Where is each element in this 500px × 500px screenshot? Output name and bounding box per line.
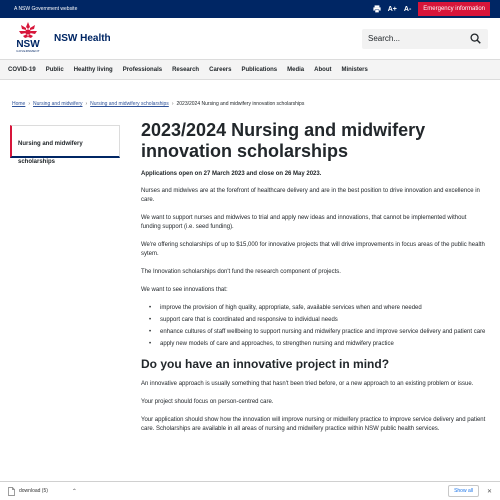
list-item: • support care that is coordinated and responsive to individual needs (149, 316, 486, 324)
nav-item-publications[interactable]: Publications (241, 66, 278, 73)
logo-nsw-text: NSW (16, 38, 40, 50)
site-header (0, 18, 500, 60)
gov-website-text: A NSW Government website (14, 6, 78, 12)
page-title: 2023/2024 Nursing and midwifery innovation scholarships (141, 120, 426, 161)
logo-government-text: GOVERNMENT (16, 48, 40, 53)
nav-item-research[interactable]: Research (172, 66, 200, 73)
download-item[interactable] (8, 487, 48, 496)
innovations-intro-paragraph: We want to see innovations that: (141, 287, 228, 293)
emergency-information-button[interactable]: Emergency information (418, 2, 490, 16)
nav-item-healthy-living[interactable]: Healthy living (73, 66, 113, 73)
nav-item-media[interactable]: Media (287, 66, 305, 73)
site-name[interactable]: NSW Health (54, 33, 111, 44)
list-item: • enhance cultures of staff wellbeing to support nursing and midwifery practice and improve service delivery and patient care (149, 328, 486, 336)
nav-item-professionals[interactable]: Professionals (122, 66, 163, 73)
breadcrumb-nursing-link[interactable]: Nursing and midwifery (33, 101, 83, 107)
innovative-approach-paragraph: An innovative approach is usually something that hasn't been tried before, or a new approach to an existing problem or issue. (141, 381, 474, 387)
nav-item-careers[interactable]: Careers (209, 66, 232, 73)
chevron-right-icon: › (171, 101, 174, 107)
close-icon[interactable]: ✕ (486, 488, 492, 495)
font-smaller-button[interactable]: A- (403, 5, 412, 13)
person-centred-paragraph: Your project should focus on person-centred care. (141, 399, 274, 405)
application-paragraph: Your application should show how the innovation will improve nursing or midwifery practice to improve service delivery and patient care. Scholarships are available in all areas of nursing and midwifery practice within NSW public health services. (141, 417, 486, 432)
nav-item-covid-19[interactable]: COVID-19 (8, 66, 36, 73)
waratah-icon (17, 21, 39, 39)
nav-item-ministers[interactable]: Ministers (341, 66, 368, 73)
research-paragraph: The Innovation scholarships don't fund the research component of projects. (141, 269, 341, 275)
print-icon[interactable] (373, 5, 381, 13)
show-all-downloads-button[interactable]: Show all (448, 485, 479, 497)
sidenav-item-scholarships[interactable]: Nursing and midwifery scholarships (18, 141, 83, 165)
breadcrumb-current-page: 2023/2024 Nursing and midwifery innovation scholarships (176, 101, 305, 107)
file-icon (8, 487, 15, 496)
support-paragraph: We want to support nurses and midwives to trial and apply new ideas and innovations, that cannot be implemented without funding support (i.e. seed funding). (141, 215, 467, 230)
nav-item-public[interactable]: Public (45, 66, 64, 73)
nav-item-about[interactable]: About (314, 66, 332, 73)
main-navigation (0, 60, 500, 80)
breadcrumb-home-link[interactable]: Home (12, 101, 26, 107)
list-item: • apply new models of care and approaches, to strengthen nursing and midwifery practice (149, 340, 486, 348)
download-bar (0, 481, 500, 500)
chevron-right-icon: › (85, 101, 88, 107)
breadcrumb (12, 101, 304, 107)
download-file-name: download (5) (19, 488, 48, 494)
government-topbar (0, 0, 500, 18)
side-navigation[interactable] (10, 125, 120, 165)
innovations-list (141, 304, 486, 348)
applications-dates-text: Applications open on 27 March 2023 and close on 26 May 2023. (141, 171, 322, 177)
intro-paragraph: Nurses and midwives are at the forefront of healthcare delivery and are in the best position to drive innovation and excellence in care. (141, 188, 480, 203)
search-box (362, 29, 488, 49)
search-input[interactable] (368, 34, 468, 43)
chevron-right-icon: › (28, 101, 31, 107)
section-heading: Do you have an innovative project in mind? (141, 357, 390, 371)
topbar-tools (373, 2, 490, 16)
breadcrumb-scholarships-link[interactable]: Nursing and midwifery scholarships (90, 101, 169, 107)
main-content (141, 120, 486, 443)
font-larger-button[interactable]: A+ (387, 5, 397, 13)
chevron-up-icon[interactable]: ⌃ (71, 488, 77, 495)
funding-paragraph: We're offering scholarships of up to $15,000 for innovative projects that will drive improvements in focus areas of the public health sytem. (141, 242, 485, 257)
list-item: • improve the provision of high quality, appropriate, safe, available services when and where needed (149, 304, 486, 312)
search-icon[interactable] (468, 32, 482, 46)
nsw-government-logo[interactable] (12, 21, 44, 57)
